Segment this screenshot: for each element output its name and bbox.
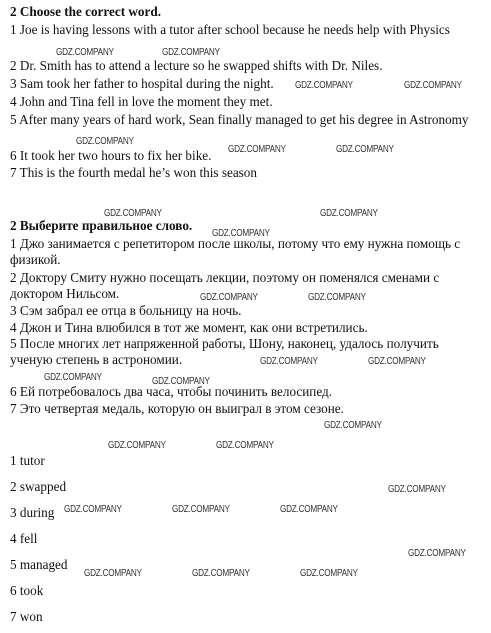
watermark: GDZ.COMPANY <box>368 356 426 367</box>
watermark: GDZ.COMPANY <box>320 208 378 219</box>
watermark: GDZ.COMPANY <box>162 47 220 58</box>
exercise-heading-english: 2 Choose the correct word. <box>10 4 162 19</box>
russian-item-4: 4 Джон и Тина влюбился в тот же момент, как они встретились. <box>10 320 368 335</box>
watermark: GDZ.COMPANY <box>84 568 142 579</box>
answer-4: 4 fell <box>10 531 38 546</box>
answer-2: 2 swapped <box>10 479 67 494</box>
watermark: GDZ.COMPANY <box>56 47 114 58</box>
answer-7: 7 won <box>10 609 43 624</box>
russian-item-6: 6 Ей потребовалось два часа, чтобы починить велосипед. <box>10 384 333 399</box>
english-item-5: 5 After many years of hard work, Sean finally managed to get his degree in Astronomy <box>10 112 469 127</box>
russian-item-1: 1 Джо занимается с репетитором после школы, потому что ему нужна помощь с физикой. <box>10 236 461 267</box>
watermark: GDZ.COMPANY <box>192 568 250 579</box>
watermark: GDZ.COMPANY <box>216 440 274 451</box>
watermark: GDZ.COMPANY <box>408 548 466 559</box>
russian-item-2: 2 Доктору Смиту нужно посещать лекции, поэтому он поменялся сменами с доктором Нильсом. <box>10 270 440 301</box>
english-item-3: 3 Sam took her father to hospital during the night. <box>10 76 274 91</box>
watermark: GDZ.COMPANY <box>104 208 162 219</box>
answer-6: 6 took <box>10 583 44 598</box>
watermark: GDZ.COMPANY <box>324 420 382 431</box>
watermark: GDZ.COMPANY <box>200 292 258 303</box>
russian-item-3: 3 Сэм забрал ее отца в больницу на ночь. <box>10 303 242 318</box>
watermark: GDZ.COMPANY <box>404 80 462 91</box>
watermark: GDZ.COMPANY <box>76 136 134 147</box>
watermark: GDZ.COMPANY <box>336 144 394 155</box>
russian-item-7: 7 Это четвертая медаль, которую он выиграл в этом сезоне. <box>10 401 344 416</box>
watermark: GDZ.COMPANY <box>172 504 230 515</box>
english-item-4: 4 John and Tina fell in love the moment they met. <box>10 94 273 109</box>
english-item-7: 7 This is the fourth medal he’s won this season <box>10 165 257 180</box>
watermark: GDZ.COMPANY <box>280 504 338 515</box>
watermark: GDZ.COMPANY <box>212 228 270 239</box>
watermark: GDZ.COMPANY <box>308 292 366 303</box>
watermark: GDZ.COMPANY <box>64 504 122 515</box>
russian-item-5: 5 После многих лет напряженной работы, Шону, наконец, удалось получить ученую степень в астрономии. <box>10 336 439 367</box>
answer-3: 3 during <box>10 505 55 520</box>
english-item-1: 1 Joe is having lessons with a tutor after school because he needs help with Physics <box>10 22 450 37</box>
answer-5: 5 managed <box>10 557 68 572</box>
watermark: GDZ.COMPANY <box>295 80 353 91</box>
english-item-2: 2 Dr. Smith has to attend a lecture so he swapped shifts with Dr. Niles. <box>10 58 383 73</box>
answer-1: 1 tutor <box>10 453 45 468</box>
watermark: GDZ.COMPANY <box>228 144 286 155</box>
watermark: GDZ.COMPANY <box>108 440 166 451</box>
watermark: GDZ.COMPANY <box>388 484 446 495</box>
watermark: GDZ.COMPANY <box>152 376 210 387</box>
watermark: GDZ.COMPANY <box>44 372 102 383</box>
watermark: GDZ.COMPANY <box>300 568 358 579</box>
english-item-6: 6 It took her two hours to fix her bike. <box>10 148 212 163</box>
exercise-heading-russian: 2 Выберите правильное слово. <box>10 218 193 233</box>
watermark: GDZ.COMPANY <box>260 356 318 367</box>
